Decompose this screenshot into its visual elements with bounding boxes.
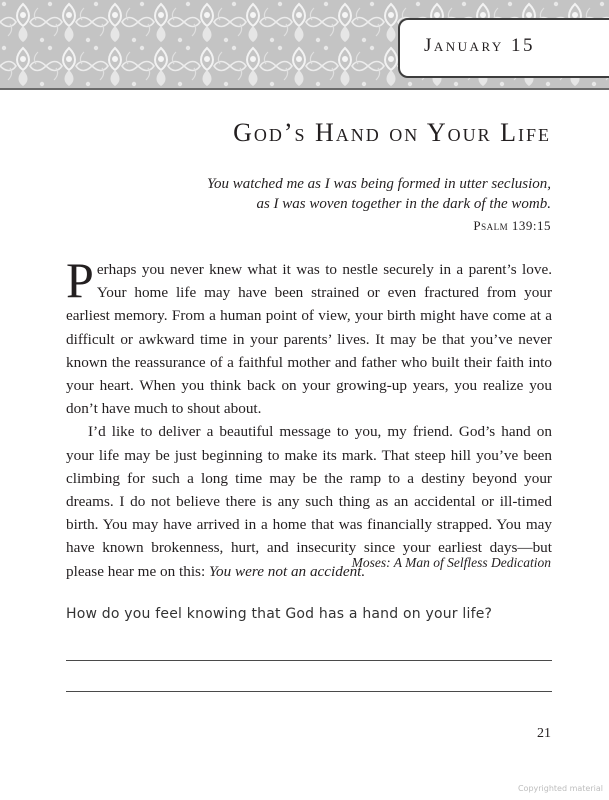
paragraph-1-text: erhaps you never knew what it was to nestle securely in a parent’s love. Your home life may have been strained or even fractured from your earliest memory. From a human point of view, your birth might have come at a difficult or awkward time in your parents’ lives. It may be that you’ve never known the reassurance of a faithful mother and father who built their faith into your heart. When you think back on your growing-up years, you realize you don’t have much to shout about.	[66, 261, 552, 418]
date-tab	[398, 18, 609, 78]
answer-line-1[interactable]	[66, 660, 552, 661]
date-label: January 15	[424, 35, 536, 56]
source-attribution: Moses: A Man of Selfless Dedication	[351, 555, 551, 570]
verse-line-1: You watched me as I was being formed in utter seclusion,	[206, 176, 551, 192]
answer-line-2[interactable]	[66, 691, 552, 692]
paragraph-2-text: I’d like to deliver a beautiful message to you, my friend. God’s hand on your life may be just beginning to make its mark. That steep hill you’ve been climbing for such a long time may be the ramp to a destiny beyond your dreams. I do not believe there is any such thing as an accidental or ill-timed birth. You may have arrived in a home that was financially strapped. You may have known brokenness, hurt, and insecurity since your earliest days—but please hear me on this:	[66, 423, 552, 580]
drop-cap: P	[66, 252, 94, 308]
page-number: 21	[537, 726, 551, 741]
paragraph-1	[66, 252, 552, 420]
copyright-notice: Copyrighted material	[517, 784, 603, 793]
scripture-verse	[131, 174, 551, 214]
banner-divider	[0, 88, 609, 90]
devotional-body	[66, 252, 552, 583]
devotional-title: God’s Hand on Your Life	[233, 118, 551, 147]
verse-reference: Psalm 139:15	[473, 218, 551, 233]
verse-line-2: as I was woven together in the dark of the womb.	[256, 196, 551, 212]
decorative-banner	[0, 0, 609, 88]
paragraph-2-emphasis: You were not an accident.	[208, 562, 366, 580]
reflection-prompt: How do you feel knowing that God has a hand on your life?	[66, 606, 493, 622]
